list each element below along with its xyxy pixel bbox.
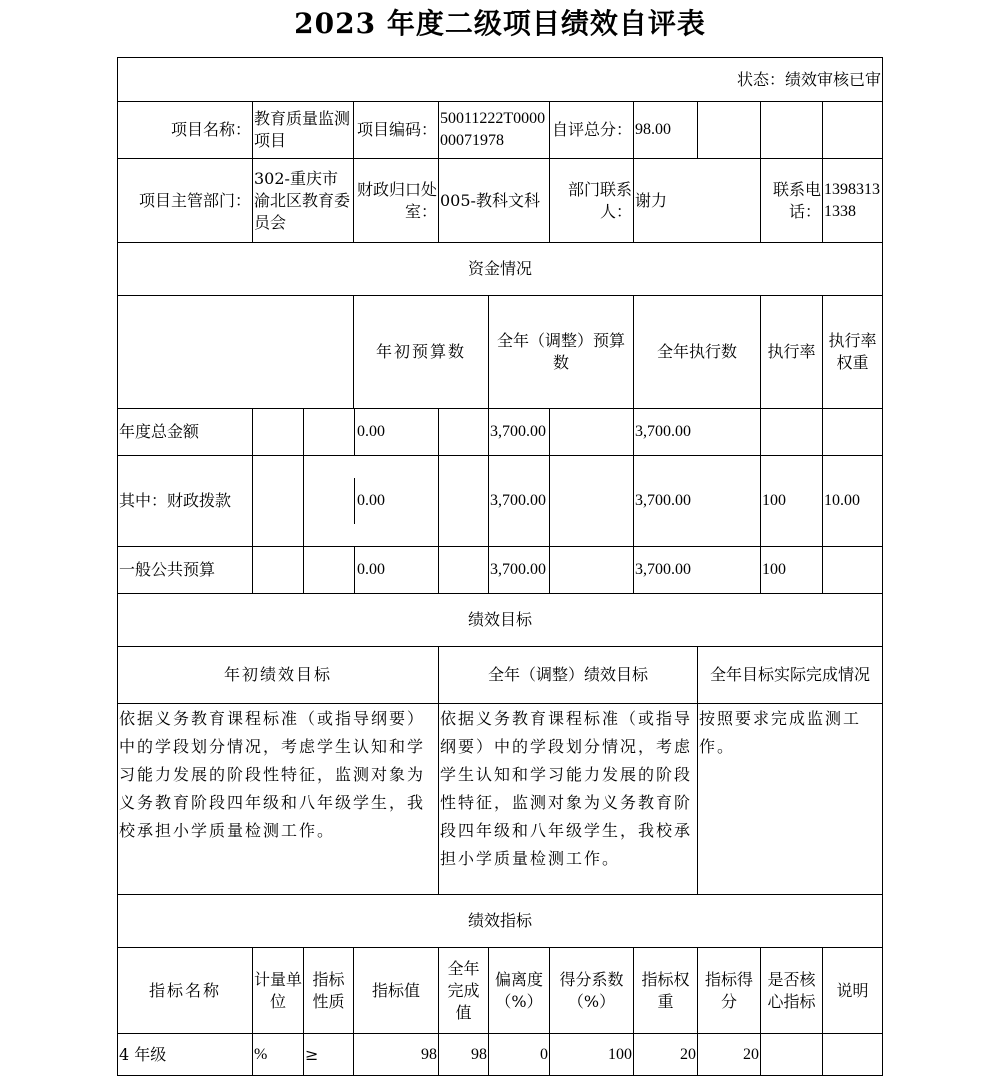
initial-budget-header: 年初预算数 bbox=[354, 296, 489, 409]
funds-row bbox=[118, 547, 883, 594]
indicator-name-header: 指标名称 bbox=[118, 948, 253, 1034]
fund-rate bbox=[761, 409, 823, 456]
status-text: 状态：绩效审核已审 bbox=[737, 69, 882, 89]
empty-cell bbox=[439, 456, 489, 547]
fund-adjusted: 3,700.00 bbox=[489, 547, 550, 594]
fund-weight: 10.00 bbox=[823, 456, 883, 547]
fund-initial-wrapper bbox=[304, 409, 439, 456]
exec-rate-header: 执行率 bbox=[761, 296, 823, 409]
indicator-note bbox=[823, 1034, 883, 1076]
fund-adjusted: 3,700.00 bbox=[489, 409, 550, 456]
indicator-coef-header: 得分系数（%） bbox=[550, 948, 634, 1034]
phone-label: 联系电话： bbox=[761, 159, 823, 243]
fund-initial-wrapper bbox=[304, 547, 439, 594]
indicator-nature: ≥ bbox=[304, 1034, 354, 1076]
fund-adjusted: 3,700.00 bbox=[489, 456, 550, 547]
contact-label: 部门联系人： bbox=[550, 159, 634, 243]
empty-cell bbox=[550, 547, 634, 594]
fund-initial: 0.00 bbox=[357, 423, 385, 440]
empty-cell bbox=[698, 102, 761, 159]
indicator-weight: 20 bbox=[634, 1034, 698, 1076]
self-score-value: 98.00 bbox=[634, 102, 698, 159]
indicator-deviation: 0 bbox=[489, 1034, 550, 1076]
initial-goal-header: 年初绩效目标 bbox=[118, 647, 439, 704]
indicator-nature-header: 指标性质 bbox=[304, 948, 354, 1034]
fund-name: 一般公共预算 bbox=[118, 547, 253, 594]
project-name-label: 项目名称： bbox=[118, 102, 253, 159]
funds-row bbox=[118, 456, 883, 547]
fund-rate: 100 bbox=[761, 547, 823, 594]
empty-cell bbox=[823, 102, 883, 159]
indicator-value-header: 指标值 bbox=[354, 948, 439, 1034]
finance-value: 005-教科文科 bbox=[439, 159, 550, 243]
indicators-section-title: 绩效指标 bbox=[118, 895, 883, 948]
indicator-deviation-header: 偏离度（%） bbox=[489, 948, 550, 1034]
dept-label: 项目主管部门： bbox=[118, 159, 253, 243]
dept-value: 302-重庆市渝北区教育委员会 bbox=[253, 159, 354, 243]
fund-executed: 3,700.00 bbox=[634, 456, 761, 547]
fund-rate: 100 bbox=[761, 456, 823, 547]
empty-cell bbox=[550, 456, 634, 547]
fund-initial: 0.00 bbox=[357, 492, 385, 509]
fund-name: 其中：财政拨款 bbox=[118, 456, 253, 547]
finance-label: 财政归口处室： bbox=[354, 159, 439, 243]
indicator-value: 98 bbox=[354, 1034, 439, 1076]
indicator-unit-header: 计量单位 bbox=[253, 948, 304, 1034]
goals-section-title: 绩效目标 bbox=[118, 594, 883, 647]
fund-weight bbox=[823, 547, 883, 594]
fund-executed: 3,700.00 bbox=[634, 409, 761, 456]
empty-cell bbox=[253, 547, 304, 594]
empty-cell bbox=[253, 409, 304, 456]
empty-cell bbox=[550, 409, 634, 456]
table-row bbox=[118, 1034, 883, 1076]
executed-header: 全年执行数 bbox=[634, 296, 761, 409]
indicator-core-header: 是否核心指标 bbox=[761, 948, 823, 1034]
adjusted-goal-header: 全年（调整）绩效目标 bbox=[439, 647, 698, 704]
fund-initial-wrapper bbox=[304, 456, 439, 547]
exec-weight-header: 执行率权重 bbox=[823, 296, 883, 409]
indicator-coef: 100 bbox=[550, 1034, 634, 1076]
contact-value: 谢力 bbox=[634, 159, 761, 243]
self-score-label: 自评总分： bbox=[550, 102, 634, 159]
fund-weight bbox=[823, 409, 883, 456]
fund-name: 年度总金额 bbox=[118, 409, 253, 456]
page-title: 2023 年度二级项目绩效自评表 bbox=[294, 7, 706, 40]
fund-executed: 3,700.00 bbox=[634, 547, 761, 594]
indicator-weight-header: 指标权重 bbox=[634, 948, 698, 1034]
indicator-score-header: 指标得分 bbox=[698, 948, 761, 1034]
actual-goal-header: 全年目标实际完成情况 bbox=[698, 647, 883, 704]
indicator-core bbox=[761, 1034, 823, 1076]
status-cell bbox=[118, 58, 883, 102]
evaluation-table bbox=[117, 57, 883, 1076]
empty-cell bbox=[439, 547, 489, 594]
fund-initial: 0.00 bbox=[357, 561, 385, 578]
indicator-name: 4 年级 bbox=[118, 1034, 253, 1076]
funds-section-title: 资金情况 bbox=[118, 243, 883, 296]
adjusted-goal-text: 依据义务教育课程标准（或指导纲要）中的学段划分情况，考虑学生认知和学习能力发展的阶段性特征，监测对象为义务教育阶段四年级和八年级学生，我校承担小学质量检测工作。 bbox=[439, 704, 698, 895]
indicator-unit: % bbox=[253, 1034, 304, 1076]
funds-row bbox=[118, 409, 883, 456]
initial-goal-text: 依据义务教育课程标准（或指导纲要）中的学段划分情况，考虑学生认知和学习能力发展的阶段性特征，监测对象为义务教育阶段四年级和八年级学生，我校承担小学质量检测工作。 bbox=[118, 704, 439, 895]
project-code-label: 项目编码： bbox=[354, 102, 439, 159]
indicator-note-header: 说明 bbox=[823, 948, 883, 1034]
empty-cell bbox=[439, 409, 489, 456]
empty-cell bbox=[253, 456, 304, 547]
adjusted-budget-header: 全年（调整）预算数 bbox=[489, 296, 634, 409]
empty-cell bbox=[761, 102, 823, 159]
actual-goal-text: 按照要求完成监测工作。 bbox=[698, 704, 883, 895]
project-code-value: 50011222T000000071978 bbox=[439, 102, 550, 159]
empty-cell bbox=[118, 296, 354, 409]
phone-value: 13983131338 bbox=[823, 159, 883, 243]
indicator-completed: 98 bbox=[439, 1034, 489, 1076]
project-name-value: 教育质量监测项目 bbox=[253, 102, 354, 159]
indicator-completed-header: 全年完成值 bbox=[439, 948, 489, 1034]
indicator-score: 20 bbox=[698, 1034, 761, 1076]
